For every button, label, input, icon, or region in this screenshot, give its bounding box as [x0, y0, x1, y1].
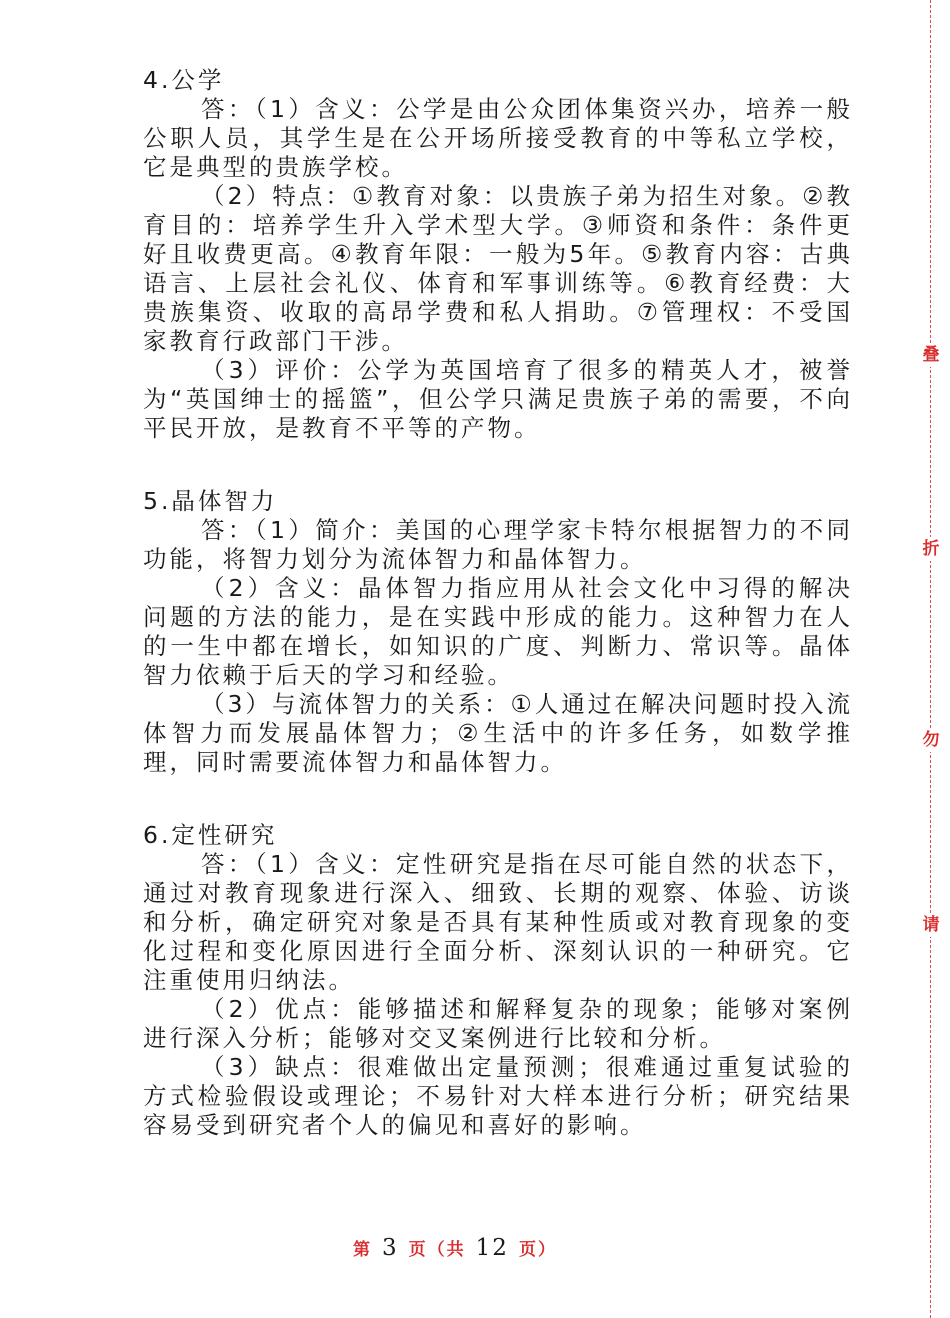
footer-suffix: 页）	[518, 1240, 557, 1260]
footer-middle: 页（共	[408, 1240, 466, 1260]
answer-paragraph: （3）评价：公学为英国培育了很多的精英人才，被誉为“英国绅士的摇篮”，但公学只满足贵族子弟的需要，不向平民开放，是教育不平等的产物。	[143, 356, 853, 442]
section-crystallized-intelligence	[143, 487, 853, 777]
answer-paragraph: （3）缺点：很难做出定量预测；很难通过重复试验的方式检验假设或理论；不易针对大样本进行分析；研究结果容易受到研究者个人的偏见和喜好的影响。	[143, 1053, 853, 1139]
footer-prefix: 第	[353, 1240, 373, 1260]
document-body	[143, 66, 853, 1184]
total-pages-number: 12	[475, 1235, 509, 1261]
section-qualitative-research	[143, 821, 853, 1140]
fold-mark-char: 勿	[919, 728, 943, 752]
answer-paragraph: （3）与流体智力的关系：①人通过在解决问题时投入流体智力而发展晶体智力；②生活中的许多任务，如数学推理，同时需要流体智力和晶体智力。	[143, 690, 853, 776]
fold-mark-char: 请	[919, 913, 943, 937]
fold-dashed-line	[930, 0, 931, 1318]
fold-mark-char: 叠	[919, 343, 943, 367]
answer-paragraph: （2）优点：能够描述和解释复杂的现象；能够对案例进行深入分析；能够对交叉案例进行比较和分析。	[143, 995, 853, 1052]
section-title: 4.公学	[143, 66, 225, 94]
answer-paragraph: 答：（1）简介：美国的心理学家卡特尔根据智力的不同功能，将智力划分为流体智力和晶体智力。	[143, 516, 853, 573]
section-title: 6.定性研究	[143, 821, 278, 849]
answer-paragraph: （2）含义：晶体智力指应用从社会文化中习得的解决问题的方法的能力，是在实践中形成的能力。这种智力在人的一生中都在增长，如知识的广度、判断力、常识等。晶体智力依赖于后天的学习和经验。	[143, 574, 853, 689]
fold-mark-char: 折	[919, 537, 943, 561]
page-footer	[0, 1235, 910, 1261]
section-title: 5.晶体智力	[143, 487, 278, 515]
current-page-number: 3	[382, 1235, 399, 1261]
section-public-school	[143, 66, 853, 443]
answer-paragraph: 答：（1）含义：定性研究是指在尽可能自然的状态下，通过对教育现象进行深入、细致、长期的观察、体验、访谈和分析，确定研究对象是否具有某种性质或对教育现象的变化过程和变化原因进行全面分析、深刻认识的一种研究。它注重使用归纳法。	[143, 850, 853, 994]
answer-paragraph: 答：（1）含义：公学是由公众团体集资兴办，培养一般公职人员，其学生是在公开场所接受教育的中等私立学校，它是典型的贵族学校。	[143, 95, 853, 181]
answer-paragraph: （2）特点：①教育对象：以贵族子弟为招生对象。②教育目的：培养学生升入学术型大学。③师资和条件：条件更好且收费更高。④教育年限：一般为5年。⑤教育内容：古典语言、上层社会礼仪、体育和军事训练等。⑥教育经费：大贵族集资、收取的高昂学费和私人捐助。⑦管理权：不受国家教育行政部门干涉。	[143, 182, 853, 355]
